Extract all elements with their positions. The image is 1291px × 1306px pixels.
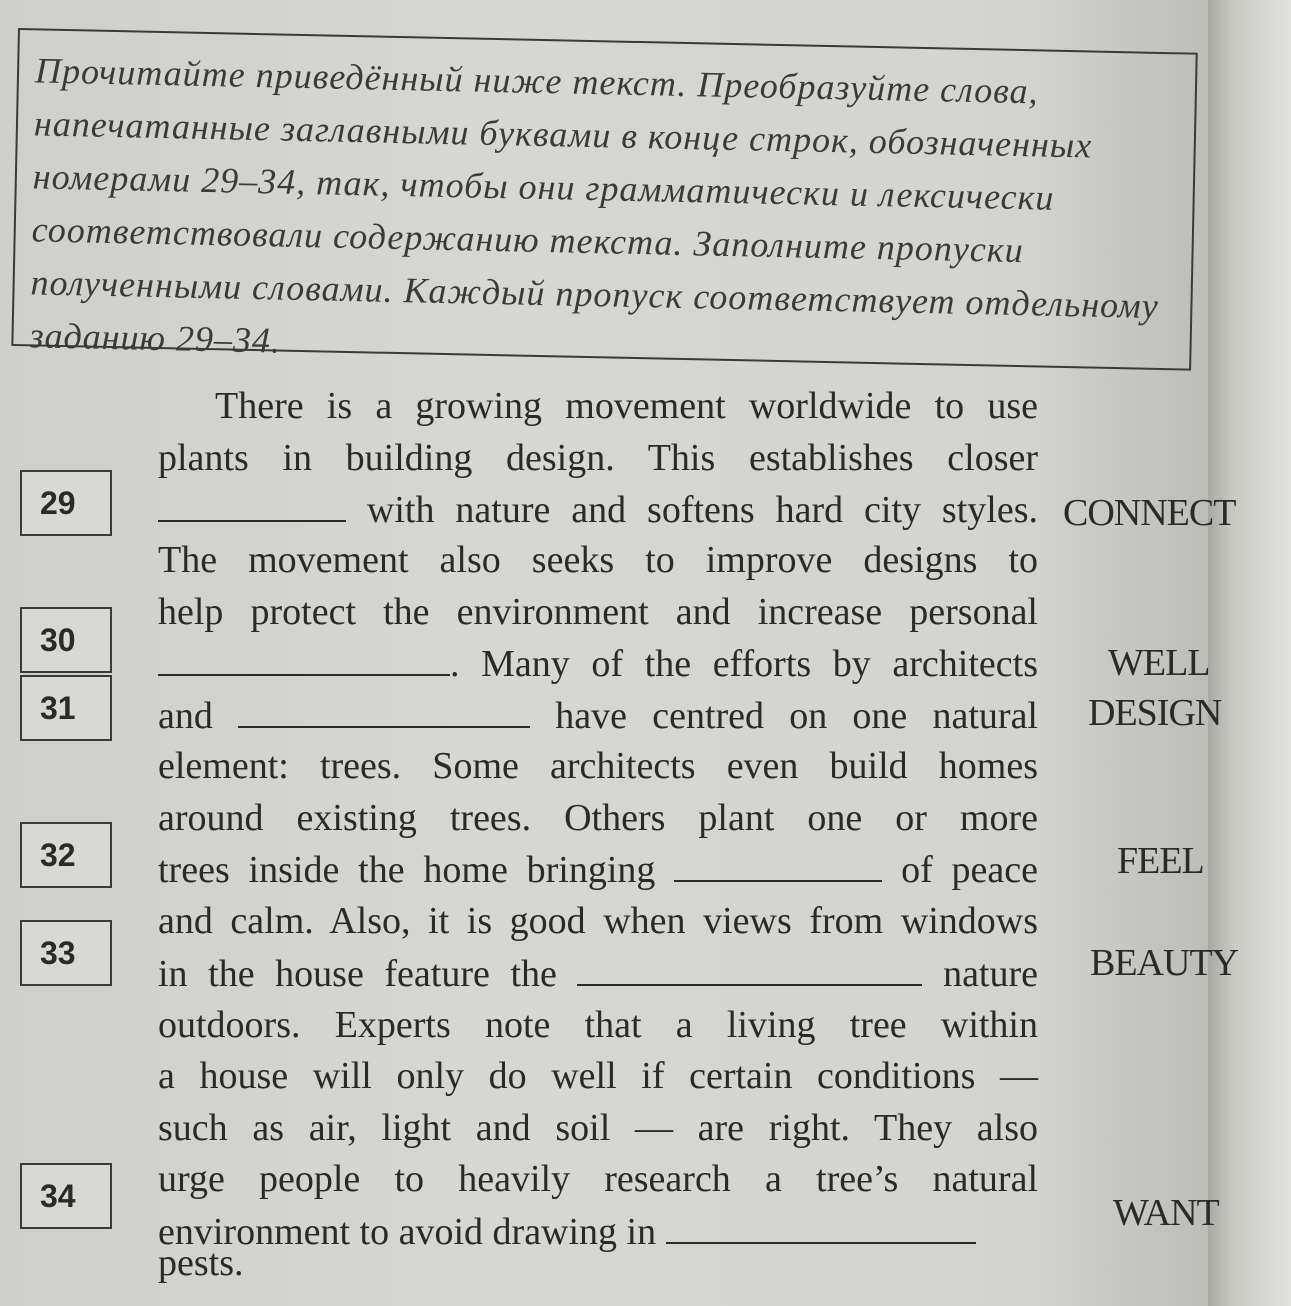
passage-line: element: trees. Some architects even build homes — [158, 745, 1038, 787]
task-number-32: 32 — [20, 822, 112, 888]
answer-blank-31[interactable] — [238, 692, 530, 728]
passage-text: in the house feature the — [158, 953, 557, 995]
keyword-beauty: BEAUTY — [1090, 942, 1239, 984]
passage-line: There is a growing movement worldwide to use — [215, 385, 1038, 427]
task-number-31: 31 — [20, 675, 112, 741]
keyword-feel: FEEL — [1117, 840, 1204, 882]
passage-line: such as air, light and soil — are right. They also — [158, 1107, 1038, 1149]
passage-text: nature — [943, 953, 1039, 995]
passage-line — [158, 692, 1038, 739]
page-edge — [1208, 0, 1291, 1306]
passage-text: and — [158, 695, 213, 737]
keyword-design: DESIGN — [1088, 692, 1222, 734]
passage-line: urge people to heavily research a tree’s natural — [158, 1158, 1038, 1200]
task-number-33: 33 — [20, 920, 112, 986]
task-number-29: 29 — [20, 470, 112, 536]
passage-line: pests. — [158, 1242, 244, 1284]
answer-blank-29[interactable] — [158, 486, 346, 522]
task-number-30: 30 — [20, 607, 112, 673]
passage-line: The movement also seeks to improve designs to — [158, 539, 1038, 581]
answer-blank-32[interactable] — [674, 846, 882, 882]
passage-text: of peace — [901, 849, 1039, 891]
keyword-well: WELL — [1108, 642, 1210, 684]
answer-blank-30[interactable] — [158, 640, 450, 676]
answer-blank-33[interactable] — [577, 950, 922, 986]
task-number-34: 34 — [20, 1163, 112, 1229]
keyword-want: WANT — [1113, 1192, 1219, 1234]
passage-line — [158, 846, 1038, 893]
passage-text: have centred on one natural — [555, 695, 1038, 737]
keyword-connect: CONNECT — [1063, 492, 1236, 534]
passage-text: with nature and softens hard city styles. — [366, 489, 1038, 531]
passage-line: plants in building design. This establishes closer — [158, 437, 1038, 479]
passage-line: a house will only do well if certain conditions — — [158, 1055, 1038, 1097]
passage-text: trees inside the home bringing — [158, 849, 656, 891]
passage-line: help protect the environment and increase personal — [158, 591, 1038, 633]
passage-line — [158, 486, 1038, 533]
passage-line: and calm. Also, it is good when views from windows — [158, 900, 1038, 942]
passage-line — [158, 950, 1038, 997]
instructions-text: Прочитайте приведённый ниже текст. Преобразуйте слова, напечатанные заглавными буквами в конце строк, обозначенных номерами 29–34, так, чтобы они грамматически и лексически соответствовали содержанию текста. Заполните пропуски полученными словами. Каждый пропуск соответствует отдельному заданию 29–34. — [29, 50, 1160, 361]
passage-line — [158, 640, 1038, 687]
passage-line: around existing trees. Others plant one or more — [158, 797, 1038, 839]
passage-text: environment to avoid drawing in — [158, 1211, 657, 1253]
passage-text: . Many of the efforts by architects — [450, 643, 1038, 685]
instructions-box — [11, 28, 1197, 371]
answer-blank-34[interactable] — [666, 1208, 976, 1244]
passage-line: outdoors. Experts note that a living tree within — [158, 1004, 1038, 1046]
